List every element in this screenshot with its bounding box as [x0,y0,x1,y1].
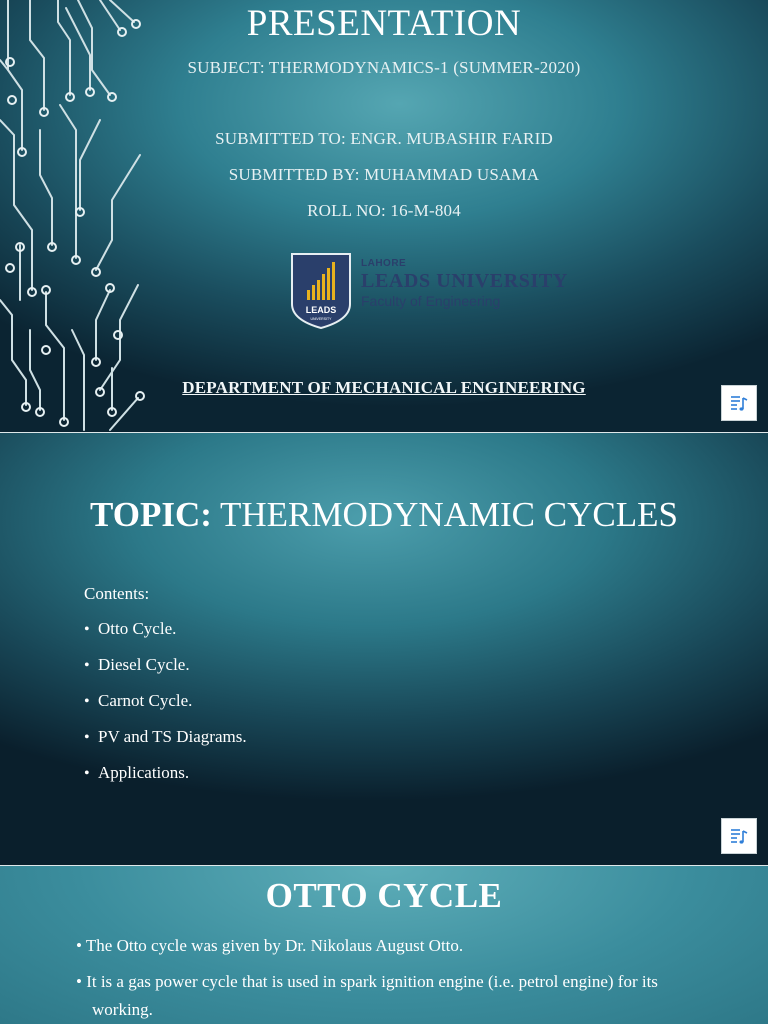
logo-university-name: LEADS UNIVERSITY [361,270,568,292]
audio-button[interactable] [721,385,757,421]
subject-line: SUBJECT: THERMODYNAMICS-1 (SUMMER-2020) [187,58,581,77]
logo-city: LAHORE [361,258,407,269]
audio-playlist-icon [729,393,749,413]
bullet-icon: • [76,972,82,991]
submitted-to-line: SUBMITTED TO: ENGR. MUBASHIR FARID [215,129,553,148]
bullet-icon: • [84,765,90,782]
department-heading: DEPARTMENT OF MECHANICAL ENGINEERING [182,378,586,397]
list-item-text: Applications. [98,763,190,782]
otto-cycle-slide [0,866,768,1024]
contents-list [84,617,247,797]
contents-slide [0,433,768,866]
presentation-title: PRESENTATION [246,3,522,44]
title-slide [0,0,768,433]
audio-playlist-icon [729,826,749,846]
submitted-by-line: SUBMITTED BY: MUHAMMAD USAMA [228,165,540,184]
contents-label: Contents: [84,584,150,603]
list-item-text: PV and TS Diagrams. [98,727,247,746]
list-item-text: Diesel Cycle. [98,655,190,674]
list-item-text: Carnot Cycle. [98,691,193,710]
bullet-icon: • [84,657,90,674]
university-shield-logo-icon [290,252,352,330]
shield-text: LEADS [305,305,337,315]
list-item [84,617,247,653]
list-item [84,689,247,725]
bullet-icon: • [84,693,90,710]
list-item-text: It is a gas power cycle that is used in spark ignition engine (i.e. petrol engine) for its working. [86,972,658,1019]
bullet-icon: • [84,729,90,746]
topic-label: TOPIC: [90,495,212,534]
list-item-text: Otto Cycle. [98,619,177,638]
bullet-icon: • [84,621,90,638]
otto-cycle-list [76,932,716,1024]
bullet-icon: • [76,936,82,955]
list-item [76,968,716,1024]
topic-title: THERMODYNAMIC CYCLES [220,495,678,534]
list-item [76,932,716,960]
list-item [84,761,247,797]
logo-faculty: Faculty of Engineering [361,293,501,309]
otto-cycle-title: OTTO CYCLE [265,876,503,915]
list-item [84,725,247,761]
university-logo-text [361,258,568,310]
roll-number-line: ROLL NO: 16-M-804 [307,201,461,220]
shield-small-text: UNIVERSITY [310,317,332,321]
topic-heading [0,495,768,535]
list-item-text: The Otto cycle was given by Dr. Nikolaus August Otto. [85,936,464,955]
audio-button[interactable] [721,818,757,854]
list-item [84,653,247,689]
